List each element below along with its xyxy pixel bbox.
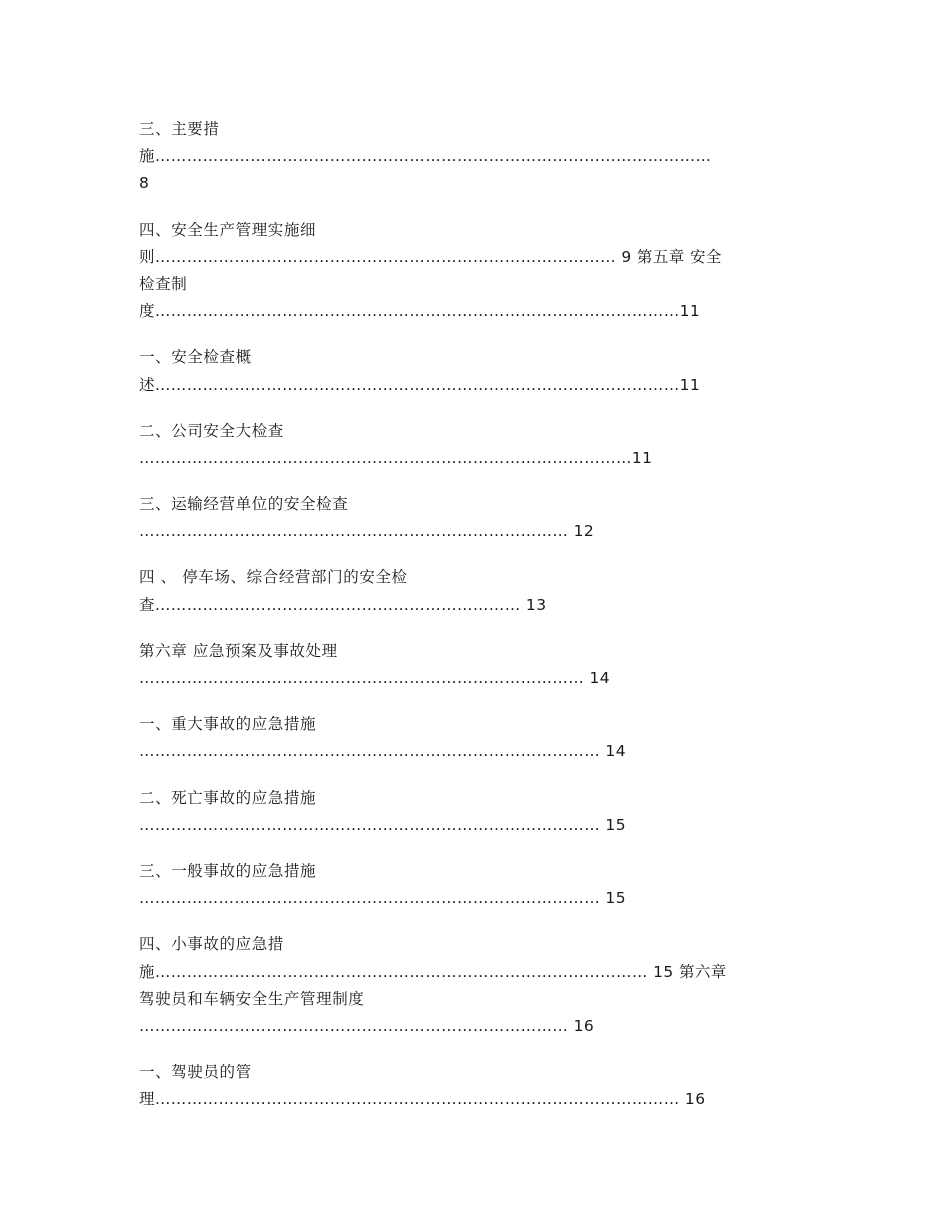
toc-line: 第六章 应急预案及事故处理 [139,641,338,660]
toc-entry[interactable] [139,564,799,618]
toc-line: 三、主要措 [139,120,220,138]
toc-line: 8 [139,174,150,193]
toc-line: 查…………………………………………………………… 13 [139,595,547,614]
table-of-contents [139,116,799,1132]
toc-line: 三、一般事故的应急措施 [139,861,317,880]
toc-line: 理……………………………………………………………………………………… 16 [139,1090,706,1109]
toc-line: 二、死亡事故的应急措施 [139,788,317,807]
toc-line: 检查制 [139,274,188,293]
toc-line: ……………………………………………………………………… 12 [139,522,595,541]
toc-line: 施………………………………………………………………………………… 15 第六章 [139,962,727,981]
toc-line: ……………………………………………………………………… 16 [139,1016,595,1035]
toc-entry[interactable] [139,491,799,545]
toc-line: 一、安全检查概 [139,348,252,367]
toc-entry[interactable] [139,638,799,692]
toc-line: 二、公司安全大检查 [139,421,284,440]
toc-entry[interactable] [139,344,799,398]
toc-line: 四 、 停车场、综合经营部门的安全检 [139,568,408,587]
toc-line: 一、驾驶员的管 [139,1063,252,1082]
toc-line: 度………………………………………………………………………………………11 [139,302,701,321]
toc-entry[interactable] [139,711,799,765]
toc-line: …………………………………………………………………………… 15 [139,889,626,908]
toc-line: …………………………………………………………………………… 15 [139,815,626,834]
toc-line: 四、安全生产管理实施细 [139,220,317,239]
toc-entry[interactable] [139,931,799,1040]
toc-line: …………………………………………………………………………………11 [139,448,653,467]
toc-line: …………………………………………………………………………… 14 [139,742,626,761]
toc-entry[interactable] [139,418,799,472]
toc-entry[interactable] [139,785,799,839]
toc-entry[interactable] [139,217,799,326]
toc-line: ………………………………………………………………………… 14 [139,669,611,687]
toc-line: 一、重大事故的应急措施 [139,715,317,734]
toc-line: 则…………………………………………………………………………… 9 第五章 安全 [139,247,722,266]
toc-entry[interactable] [139,1059,799,1113]
toc-line: 四、小事故的应急措 [139,935,284,954]
toc-entry[interactable] [139,116,799,198]
toc-line: 施…………………………………………………………………………………………… [139,147,712,166]
toc-line: 述………………………………………………………………………………………11 [139,375,701,394]
toc-entry[interactable] [139,858,799,912]
toc-line: 驾驶员和车辆安全生产管理制度 [139,989,365,1008]
toc-line: 三、运输经营单位的安全检查 [139,495,349,514]
